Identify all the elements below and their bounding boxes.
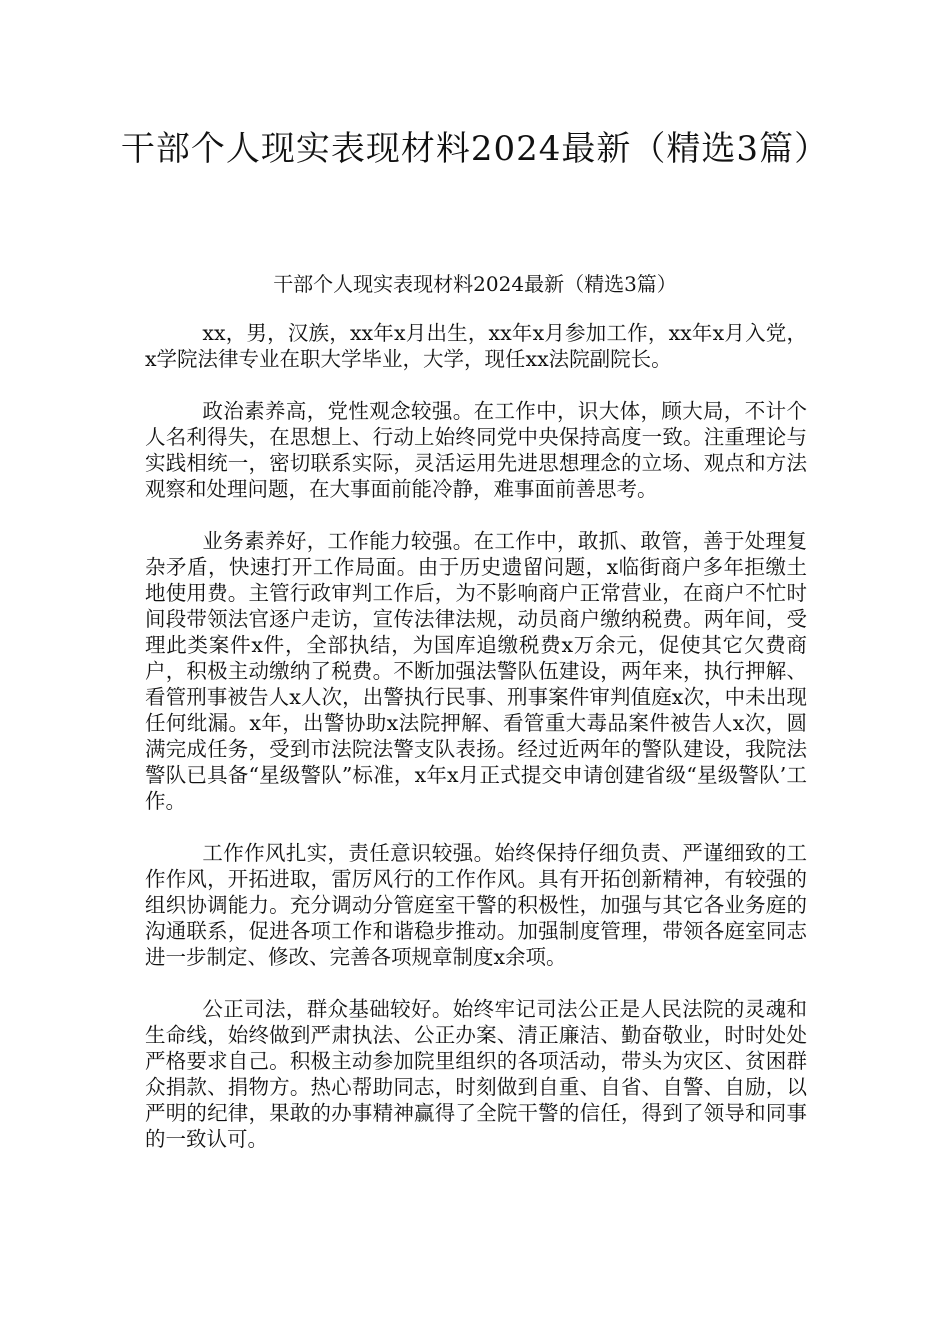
document-subtitle: 干部个人现实表现材料2024最新（精选3篇） — [273, 272, 677, 296]
document-title: 干部个人现实表现材料2024最新（精选3篇） — [120, 129, 830, 169]
paragraph-political-quality: 政治素养高，党性观念较强。在工作中，识大体，顾大局，不计个人名利得失，在思想上、行动上始终同党中央保持高度一致。注重理论与实践相统一，密切联系实际，灵活运用先进思想理念的立场、观点和方法观察和处理问题，在大事面前能冷静，难事面前善思考。 — [145, 399, 807, 501]
document-body — [145, 320, 807, 1178]
paragraph-work-ability: 业务素养好，工作能力较强。在工作中，敢抓、敢管，善于处理复杂矛盾，快速打开工作局面。由于历史遗留问题，x临街商户多年拒缴土地使用费。主管行政审判工作后，为不影响商户正常营业，在商户不忙时间段带领法官逐户走访，宣传法律法规，动员商户缴纳税费。两年间，受理此类案件x件，全部执结，为国库追缴税费x万余元，促使其它欠费商户，积极主动缴纳了税费。不断加强法警队伍建设，两年来，执行押解、看管刑事被告人x人次，出警执行民事、刑事案件审判值庭x次，中未出现任何纰漏。x年，出警协助x法院押解、看管重大毒品案件被告人x次，圆满完成任务，受到市法院法警支队表扬。经过近两年的警队建设，我院法警队已具备“星级警队”标准，x年x月正式提交申请创建省级“星级警队’工作。 — [145, 529, 807, 813]
paragraph-impartial-justice: 公正司法，群众基础较好。始终牢记司法公正是人民法院的灵魂和生命线，始终做到严肃执法、公正办案、清正廉洁、勤奋敬业，时时处处严格要求自己。积极主动参加院里组织的各项活动，带头为灾区、贫困群众捐款、捐物方。热心帮助同志，时刻做到自重、自省、自警、自励，以严明的纪律，果敢的办事精神赢得了全院干警的信任，得到了领导和同事的一致认可。 — [145, 997, 807, 1151]
paragraph-work-style: 工作作风扎实，责任意识较强。始终保持仔细负责、严谨细致的工作作风，开拓进取，雷厉风行的工作作风。具有开拓创新精神，有较强的组织协调能力。充分调动分管庭室干警的积极性，加强与其它各业务庭的沟通联系，促进各项工作和谐稳步推动。加强制度管理，带领各庭室同志进一步制定、修改、完善各项规章制度x余项。 — [145, 841, 807, 969]
paragraph-personal-info: xx，男，汉族，xx年x月出生，xx年x月参加工作，xx年x月入党，x学院法律专业在职大学毕业，大学，现任xx法院副院长。 — [145, 321, 807, 371]
